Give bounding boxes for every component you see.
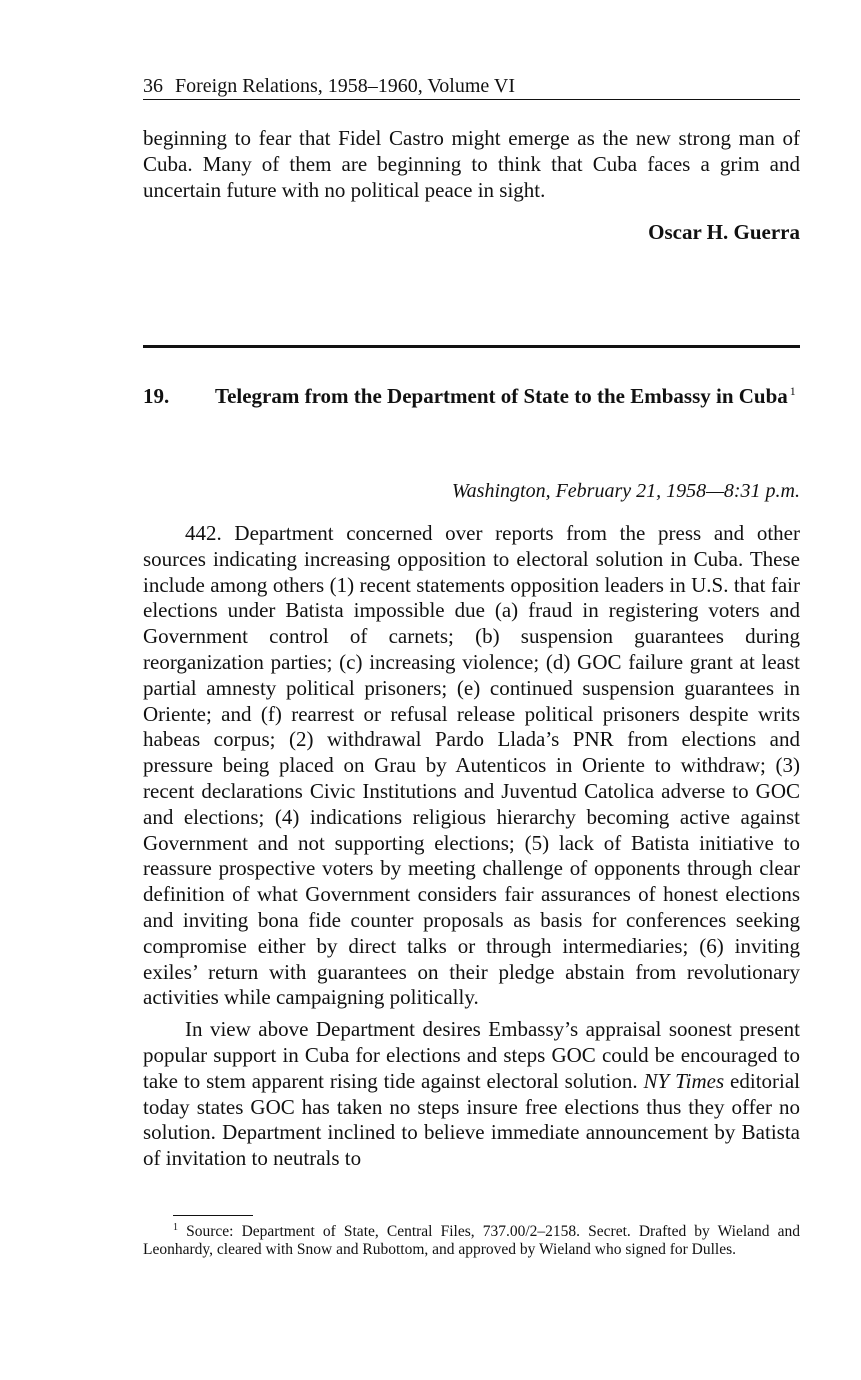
dateline: Washington, February 21, 1958—8:31 p.m. [451,480,800,502]
continuation-paragraph: beginning to fear that Fidel Castro might emerge as the new strong man of Cuba. Many of them are beginning to think that Cuba faces a grim and uncertain future with no political peace in sight. [143,126,800,202]
body-paragraph-1: 442. Department concerned over reports from the press and other sources indicating increasing opposition to electoral solution in Cuba. These include among others (1) recent statements opposition leaders in U.S. that fair elections under Batista impossible due (a) fraud in registering voters and Government control of carnets; (b) suspension guarantees during reorganization parties; (c) increasing violence; (d) GOC failure grant at least partial amnesty political prisoners; (e) continued suspension guarantees in Oriente; and (f) rearrest or refusal release political prisoners despite writs habeas corpus; (2) withdrawal Pardo Llada’s PNR from elections and pressure being placed on Grau by Autenticos in Oriente to withdraw; (3) recent declarations Civic Institutions and Juventud Catolica adverse to GOC and elections; (4) indications religious hierarchy becoming active against Government and not supporting elections; (5) lack of Batista initiative to reassure prospective voters by meeting challenge of opponents through clear definition of what Government considers fair assurances of honest elections and inviting bona fide counter proposals as basis for conferences seeking compromise either by direct talks or through intermediaries; (6) inviting exiles’ return with guarantees on their pledge abstain from revolutionary activities while campaigning politically. [143,521,800,1010]
footnote [143,1223,800,1258]
body-paragraph-2-end: editorial today states GOC has taken no steps insure free elections thus they offer no solution. Department inclined to believe immediate announcement by Batista of invitation to neutrals to [143,1068,801,1171]
body-paragraph-2-start: In view above Department desires Embassy’s appraisal soonest present popular support in Cuba for elections and steps GOC could be encouraged to take to stem apparent rising tide against electoral solution. [143,1017,800,1093]
running-head [143,74,800,100]
footnote-text: Source: Department of State, Central Files, 737.00/2–2158. Secret. Drafted by Wieland and Leonhardy, cleared with Snow and Rubottom, and approved by Wieland who signed for Dulles. [143,1223,801,1258]
document-title-text: Telegram from the Department of State to the Embassy in Cuba [215,384,788,408]
section-divider [143,345,800,348]
footnote-reference: 1 [789,384,796,398]
newspaper-title: NY Times [643,1068,725,1093]
footnote-rule [173,1215,253,1216]
footnote-marker: 1 [173,1221,178,1233]
signature: Oscar H. Guerra [648,220,800,244]
telegram-body [143,521,800,1178]
running-head-title: Foreign Relations, 1958–1960, Volume VI [175,75,515,97]
body-paragraph-2 [143,1017,800,1172]
document-title [215,383,800,409]
page-number: 36 [143,75,163,97]
document-number: 19. [143,384,170,408]
